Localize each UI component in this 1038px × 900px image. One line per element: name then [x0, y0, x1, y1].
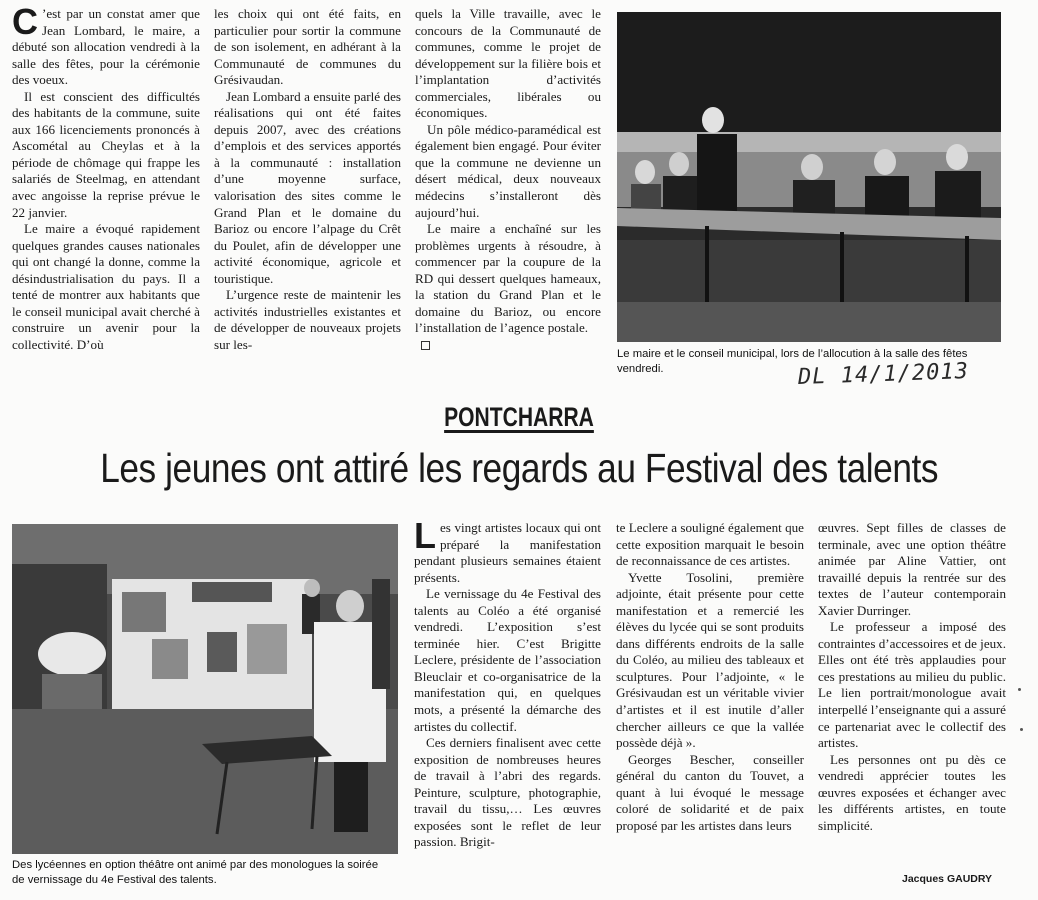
bottom-article-column-3 [818, 520, 1006, 834]
headline-text: Les jeunes ont attiré les regards au Festival des talents [100, 445, 938, 491]
top-col3-paragraph-3: Le maire a enchaîné sur les problèmes urgents à résoudre, à commencer par la coupure de la RD qui dessert quelques hameaux, la station du Grand Plan et le domaine du Barioz, ou encore l’installation de l’agence postale. [415, 221, 601, 336]
bottom-col2-paragraph-3: Georges Bescher, conseiller général du canton du Touvet, a quant à lui évoqué le message coloré de solidarité et de paix proposé par les artistes dans leurs [616, 751, 804, 833]
drop-cap-initial: C [12, 1, 38, 42]
bottom-col1-paragraph-3: Ces derniers finalisent avec cette exposition de nombreuses heures de travail à l’abri des regards. Peinture, sculpture, photographie, travail du tissu,… Les œuvres exposées sont le reflet de leur passion. Brigit- [414, 735, 601, 850]
top-col2-paragraph-2: Jean Lombard a ensuite parlé des réalisations qui ont été faites depuis 2007, avec des créations d’emplois et des services apportés à la communauté : installation d’une moyenne surface, valorisation des sites comme le Grand Plan et le domaine du Barioz ou encore l’alpage du Crêt du Poulet, afin de développer une activité économique, agricole et touristique. [214, 88, 401, 286]
top-col3-paragraph-1: quels la Ville travaille, avec le concours de la Communauté de communes, comme le projet de développement sur la filière bois et l’implantation d’activités commerciales, libérales ou économiques. [415, 6, 601, 121]
top-col3-paragraph-2: Un pôle médico-paramédical est également bien engagé. Pour éviter que la commune ne devienne un désert médical, deux nouveaux médecins s’installeront dès aujourd’hui. [415, 121, 601, 220]
bottom-col3-paragraph-1: œuvres. Sept filles de classes de terminale, avec une option théâtre animée par Aline Vattier, ont travaillé depuis la rentrée sur des textes de l’auteur contemporain Xavier Durringer. [818, 520, 1006, 618]
bottom-col3-paragraph-2: Le professeur a imposé des contraintes d’accessoires et de jeux. Elles ont été très applaudies pour ces prestations au milieu du public. Le lien portrait/monologue avait interpellé l’enseignante qui a assuré ce partenariat avec le collectif des artistes. [818, 619, 1006, 751]
bottom-col3-paragraph-3: Les personnes ont pu dès ce vendredi apprécier toutes les œuvres exposées et échanger avec les différents artistes, en toute simplicité. [818, 751, 1006, 833]
article-author: Jacques GAUDRY [902, 873, 993, 885]
top-col1-paragraph-2: Il est conscient des difficultés des habitants de la commune, suite aux 166 licenciements prononcés à Ascométal au Cheylas et à la période de chômage qui frappe les salariés de Steelmag, en attendant avec angoisse la reprise prévue le 22 janvier. [12, 88, 200, 220]
top-article-column-3 [415, 6, 601, 353]
bottom-col1-paragraph-1-text: es vingt artistes locaux qui ont préparé la manifestation pendant plusieurs semaines étaient présents. [414, 520, 601, 585]
bottom-article-column-2 [616, 520, 804, 834]
drop-cap-initial: L [414, 515, 436, 556]
bottom-col2-paragraph-2: Yvette Tosolini, première adjointe, était présente pour cette manifestation et a remercié les élèves du lycée qui se sont produits dans différents endroits de la salle du Coléo, au milieu des tableaux et sculptures. Pour l’adjointe, « le Grésivaudan est un véritable vivier d’artistes et il est inutile d’aller chercher ailleurs ce que la vallée possède déjà ». [616, 569, 804, 751]
top-col2-paragraph-3: L’urgence reste de maintenir les activités industrielles existantes et de développer de nouveaux projets sur les- [214, 287, 401, 352]
bottom-col2-paragraph-1: te Leclere a souligné également que cette exposition marquait le besoin de reconnaissance de ces artistes. [616, 520, 804, 569]
top-col1-paragraph-1: C ’est par un constat amer que Jean Lombard, le maire, a débuté son allocation vendredi à la salle des fêtes, pour la cérémonie des voeux. [12, 1, 200, 88]
bottom-col1-paragraph-2: Le vernissage du 4e Festival des talents au Coléo a été organisé vendredi. L’exposition s’est terminée hier. C’est Brigitte Leclere, présidente de l’association Bleuclair et co-organisatrice de la manifestation qui, en quelques mots, a présenté la démarche des artistes du collectif. [414, 586, 601, 734]
article-headline [0, 444, 1038, 492]
scan-speck [1020, 728, 1023, 731]
top-article-column-1 [12, 1, 200, 353]
top-col2-paragraph-1: les choix qui ont été faits, en particulier pour sortir la commune de son isolement, en adhérant à la Communauté de communes du Grésivaudan. [214, 6, 401, 88]
top-col1-paragraph-3: Le maire a évoqué rapidement quelques grandes causes nationales qui ont changé la donne, comme la désindustrialisation du pays. Il a tenté de montrer aux habitants que le conseil municipal avait cherché à construire un avenir pour la collectivité. D’où [12, 221, 200, 352]
town-council-photo-caption: Le maire et le conseil municipal, lors de l’allocution à la salle des fêtes vendredi. [617, 348, 968, 375]
handwritten-date-annotation: DL 14/1/2013 [797, 359, 970, 390]
festival-photo-caption: Des lycéennes en option théâtre ont animé par des monologues la soirée de vernissage du 4e Festival des talents. [12, 859, 379, 886]
bottom-article-column-1 [414, 515, 601, 851]
town-council-photo [617, 12, 1001, 342]
section-kicker [0, 402, 1038, 433]
festival-photo [12, 524, 398, 854]
bottom-col1-paragraph-1 [414, 515, 601, 586]
top-article-column-2 [214, 6, 401, 353]
kicker-text: PONTCHARRA [444, 402, 594, 432]
end-of-article-mark [421, 341, 430, 350]
scan-speck [1018, 688, 1021, 691]
